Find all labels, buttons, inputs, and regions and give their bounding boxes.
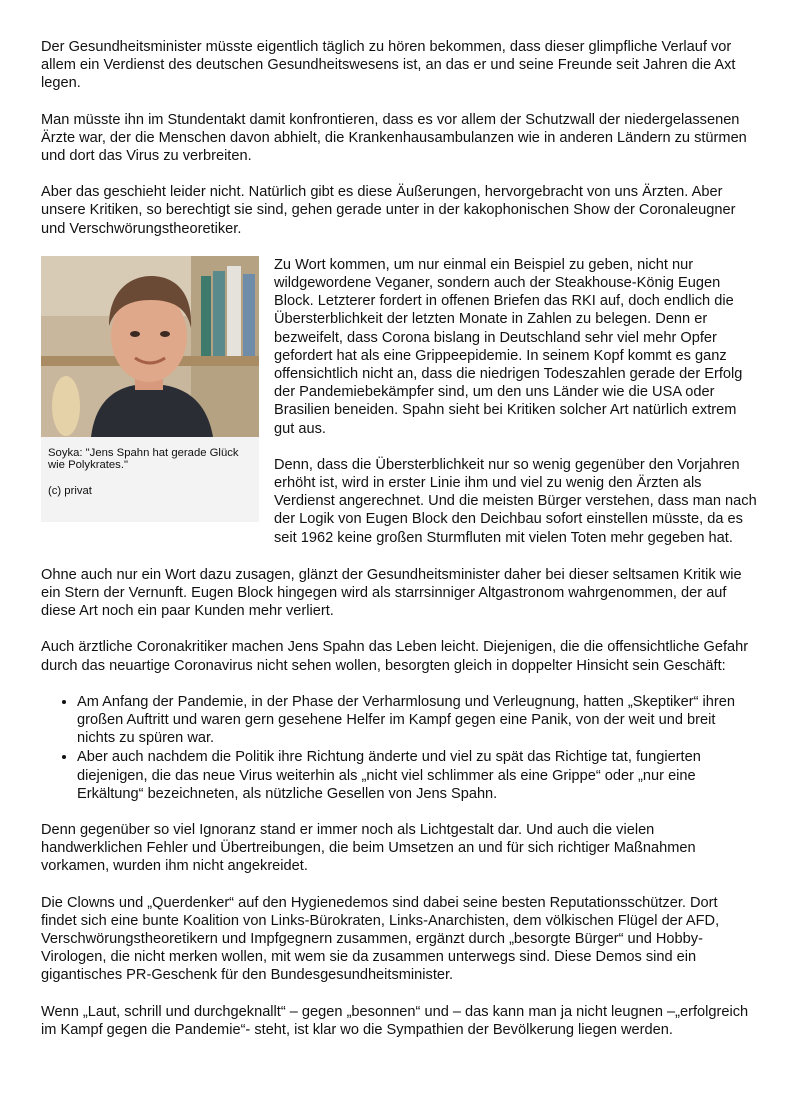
- paragraph: Denn gegenüber so viel Ignoranz stand er immer noch als Lichtgestalt dar. Und auch die vielen handwerklichen Fehler und Übertreibungen, die beim Umsetzen an und für sich richtiger Maßnahmen vorkamen, wurden ihm nicht angekreidet.: [41, 822, 696, 875]
- list-item: • Aber auch nachdem die Politik ihre Richtung änderte und viel zu spät das Richtige tat, fungierten diejenigen, die das neue Virus weiterhin als „nicht viel schlimmer als eine Grippe“ oder „nur eine Erkältung“ bezeichneten, als nützliche Gesellen von Jens Spahn.: [77, 748, 757, 803]
- paragraph: Aber das geschieht leider nicht. Natürlich gibt es diese Äußerungen, hervorgebracht von uns Ärzten. Aber unsere Kritiken, so berechtigt sie sind, gehen gerade unter in der kakophonischen Show der Coronaleugner und Verschwörungstheoretiker.: [41, 184, 736, 237]
- bullet-list: [41, 693, 757, 803]
- article: [41, 38, 757, 1057]
- figure: [41, 256, 259, 522]
- author-photo: [41, 256, 259, 437]
- paragraph: Auch ärztliche Coronakritiker machen Jens Spahn das Leben leicht. Diejenigen, die die offensichtliche Gefahr durch das neuartige Coronavirus nicht sehen wollen, besorgten gleich in doppelter Hinsicht sein Geschäft:: [41, 639, 749, 674]
- side-text: [274, 256, 760, 565]
- paragraph: Zu Wort kommen, um nur einmal ein Beispiel zu geben, nicht nur wildgewordene Veganer, sondern auch der Steakhouse-König Eugen Block. Letzterer fordert in offenen Briefen das RKI auf, doch endlich die Übersterblichkeit der letzten Monate in Zahlen zu belegen. Denn er bezweifelt, dass Corona bislang in Deutschland sehr viel mehr Opfer gefordert hat als eine Grippeepidemie. In seinem Kopf kommt es ganz offensichtlich nicht an, dass die niedrigen Todeszahlen gerade der Erfolg der Pandemiebekämpfer sind, um den uns Länder wie die USA oder Brasilien beneiden. Spahn sieht bei Kritiken solcher Art natürlich extrem gut aus.: [274, 256, 743, 437]
- paragraph: Ohne auch nur ein Wort dazu zusagen, glänzt der Gesundheitsminister daher bei dieser seltsamen Kritik wie ein Stern der Vernunft. Eugen Block hingegen wird als starrsinniger Altgastronom wahrgenommen, der auf diese Art noch ein paar Kunden mehr verliert.: [41, 566, 742, 620]
- figure-caption: Soyka: "Jens Spahn hat gerade Glück wie Polykrates.": [48, 446, 239, 472]
- figure-row: [41, 256, 757, 556]
- paragraph: Wenn „Laut, schrill und durchgeknallt“ – gegen „besonnen“ und – das kann man ja nicht leugnen –„erfolgreich im Kampf gegen die Pandemie“- steht, ist klar wo die Sympathien der Bevölkerung liegen werden.: [41, 1003, 749, 1038]
- paragraph: Die Clowns und „Querdenker“ auf den Hygienedemos sind dabei seine besten Reputationsschützer. Dort findet sich eine bunte Koalition von Links-Bürokraten, Links-Anarchisten, dem völkischen Flügel der AFD, Verschwörungstheoretikern und Impfgegnern zusammen, ergänzt durch „besorgte Bürger“ und Hobby-Virologen, die nicht merken wollen, mit wem sie da zusammen unterwegs sind. Diese Demos sind ein gigantisches PR-Geschenk für den Bundesgesundheitsminister.: [41, 894, 720, 984]
- paragraph: Der Gesundheitsminister müsste eigentlich täglich zu hören bekommen, dass dieser glimpfliche Verlauf vor allem ein Verdienst des deutschen Gesundheitswesens ist, an das er und seine Freunde seit Jahren die Axt legen.: [41, 39, 736, 92]
- figure-credit: (c) privat: [48, 484, 92, 497]
- paragraph: Denn, dass die Übersterblichkeit nur so wenig gegenüber den Vorjahren erhöht ist, wird in erster Linie ihm und viel zu wenig den Ärzten als Verdienst angerechnet. Und die meisten Bürger verstehen, dass man nach der Logik von Eugen Block den Deichbau sofort einstellen müsste, da es seit 1962 keine großen Sturmfluten mit vielen Toten mehr gegeben hat.: [274, 456, 757, 546]
- paragraph: Man müsste ihn im Stundentakt damit konfrontieren, dass es vor allem der Schutzwall der niedergelassenen Ärzte war, der die Menschen davon abhielt, die Krankenhausambulanzen wie in anderen Ländern zu stürmen und dort das Virus zu verbreiten.: [41, 111, 747, 165]
- list-item: • Am Anfang der Pandemie, in der Phase der Verharmlosung und Verleugnung, hatten „Skeptiker“ ihren großen Auftritt und waren gern gesehene Helfer im Kampf gegen eine Panik, von der weit und breit nichts zu spüren war.: [77, 693, 757, 748]
